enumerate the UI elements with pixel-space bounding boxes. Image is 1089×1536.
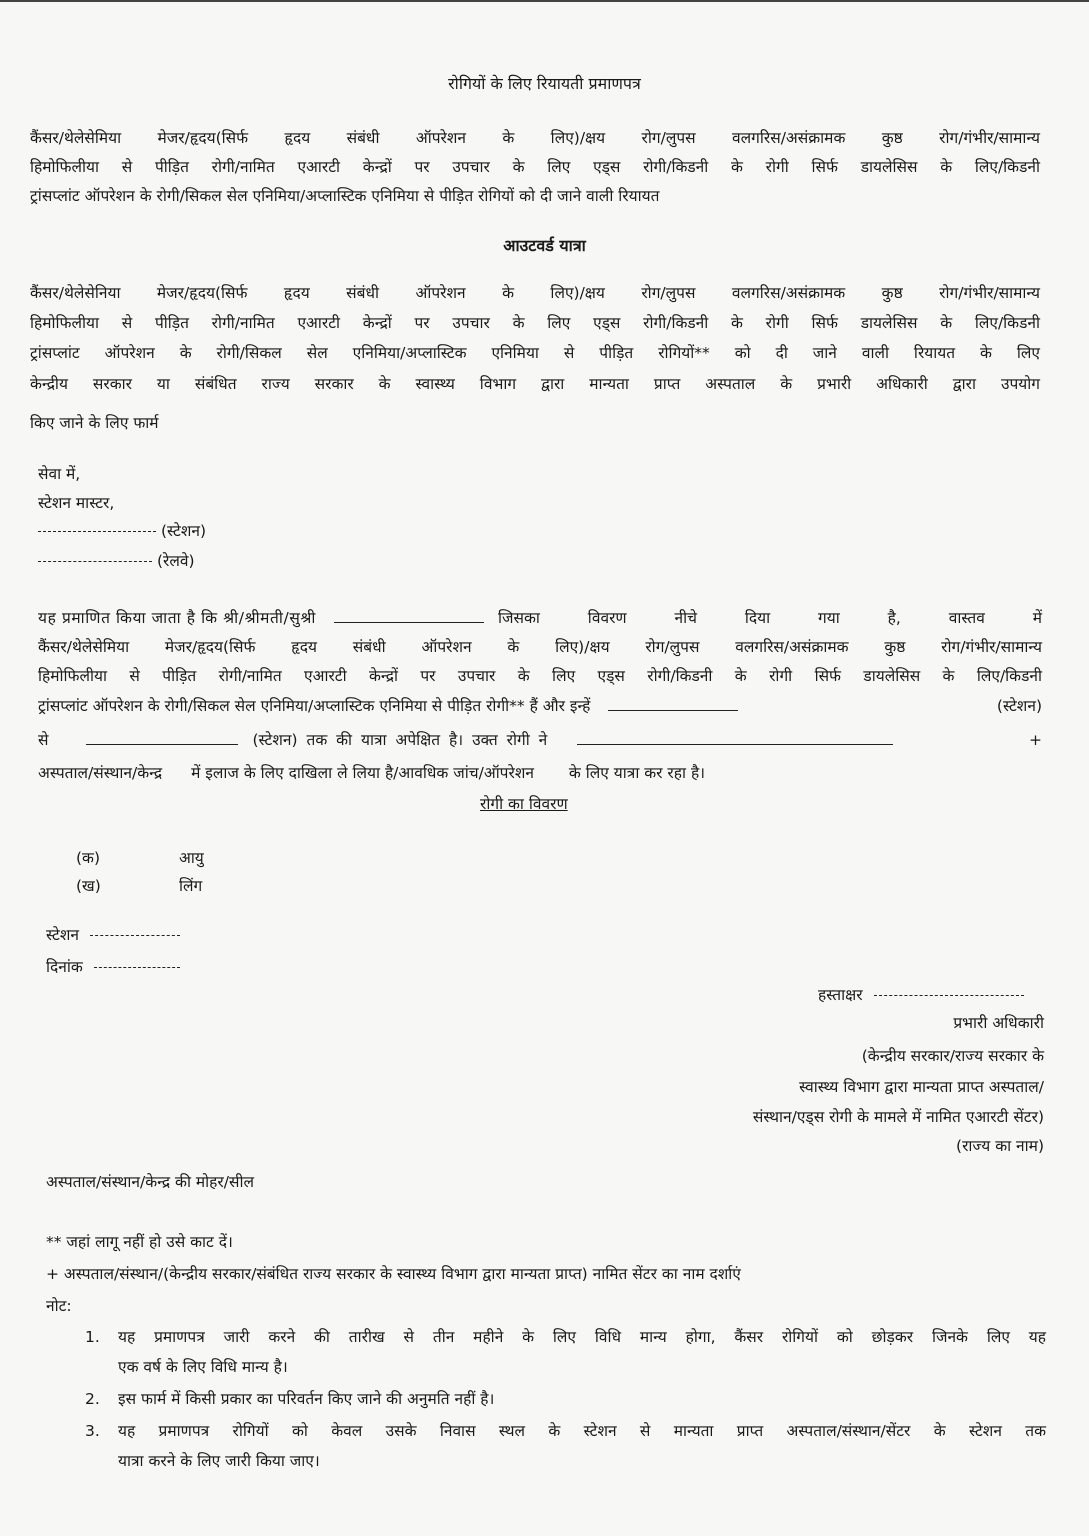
body-line-3: हिमोफिलीया से पीड़ित रोगी/नामित एआरटी केन्द्रों पर उपचार के लिए एड्स रोगी/किडनी के रोगी सिर्फ डायलेसिस के लिए/किडनी — [38, 667, 1042, 685]
body-line-5a: से — [38, 731, 49, 749]
footnote-1: ** जहां लागू नहीं हो उसे काट दें। — [46, 1233, 233, 1251]
patient-name-blank — [334, 622, 484, 623]
note-1-line-1: यह प्रमाणपत्र जारी करने की तारीख से तीन महीने के लिए विधि मान्य होगा, कैंसर रोगियों को छोड़कर जिनके लिए यह — [118, 1328, 1046, 1346]
address-station-row — [38, 521, 206, 541]
gender-label: लिंग — [178, 877, 203, 895]
age-label: आयु — [178, 849, 204, 867]
body-line-6 — [38, 763, 705, 783]
body-line-4b: (स्टेशन) — [996, 697, 1042, 715]
gender-marker: (ख) — [76, 877, 101, 895]
note-1-line-2: एक वर्ष के लिए विधि मान्य है। — [118, 1358, 288, 1376]
outward-line-2: हिमोफिलीया से पीड़ित रोगी/नामित एआरटी केन्द्रों पर उपचार के लिए एड्स रोगी/किडनी के रोगी सिर्फ डायलेसिस के लिए/किडनी — [30, 314, 1040, 332]
hospital-blank — [577, 744, 893, 745]
outward-heading: आउटवर्ड यात्रा — [503, 236, 586, 255]
body-line-6c: के लिए यात्रा कर रहा है। — [568, 764, 706, 782]
patient-detail-age — [76, 848, 204, 868]
body-line-5 — [38, 730, 1042, 750]
outward-line-3: ट्रांसप्लांट ऑपरेशन के रोगी/सिकल सेल एनिमिया/अप्लास्टिक एनिमिया से पीड़ित रोगियों** को दी जाने वाली रियायत के लिए — [30, 344, 1040, 362]
body-line-5b: (स्टेशन) तक की यात्रा अपेक्षित है। उक्त रोगी ने — [252, 731, 548, 749]
station-label-bottom: स्टेशन — [46, 926, 79, 944]
page-title: रोगियों के लिए रियायती प्रमाणपत्र — [448, 74, 641, 93]
officer-title: प्रभारी अधिकारी — [953, 1014, 1044, 1032]
body-line-5c: + — [1029, 731, 1042, 749]
note-2-line-1: इस फार्म में किसी प्रकार का परिवर्तन किए जाने की अनुमति नहीं है। — [118, 1390, 495, 1408]
note-3-num: 3. — [85, 1422, 100, 1440]
body-line-2: कैंसर/थेलेसेमिया मेजर/हृदय(सिर्फ हृदय संबंधी ऑपरेशन के लिए)/क्षय रोग/लुपस वलगरिस/असंक्रामक कुष्ठ रोग/गंभीर/सामान्य — [38, 638, 1042, 656]
officer-line-2: स्वास्थ्य विभाग द्वारा मान्यता प्राप्त अस्पताल/ — [799, 1078, 1044, 1096]
station-blank-bottom — [90, 935, 180, 936]
officer-line-4: (राज्य का नाम) — [956, 1137, 1044, 1155]
outward-line-5: किए जाने के लिए फार्म — [30, 414, 159, 432]
date-row — [46, 957, 180, 977]
railway-label: (रेलवे) — [156, 552, 195, 570]
footnote-2: + अस्पताल/संस्थान/(केन्द्रीय सरकार/संबंधित राज्य सरकार के स्वास्थ्य विभाग द्वारा मान्यता प्राप्त) नामित सेंटर का नाम दर्शाएं — [46, 1265, 741, 1283]
railway-blank — [38, 561, 152, 562]
address-to: सेवा में, — [38, 465, 81, 483]
outward-line-4: केन्द्रीय सरकार या संबंधित राज्य सरकार के स्वास्थ्य विभाग द्वारा मान्यता प्राप्त अस्पताल के प्रभारी अधिकारी द्वारा उपयोग — [30, 375, 1040, 393]
seal-label: अस्पताल/संस्थान/केन्द्र की मोहर/सील — [46, 1173, 254, 1191]
body-line-1b: जिसका विवरण नीचे दिया गया है, वास्तव में — [498, 609, 1042, 627]
origin-station-blank — [86, 744, 238, 745]
age-marker: (क) — [76, 849, 100, 867]
outward-line-1: कैंसर/थेलेसेनिया मेजर/हृदय(सिर्फ हृदय संबंधी ऑपरेशन के लिए)/क्षय रोग/लुपस वलगरिस/असंक्रामक कुष्ठ रोग/गंभीर/सामान्य — [30, 284, 1040, 302]
station-blank — [38, 531, 156, 532]
officer-line-1: (केन्द्रीय सरकार/राज्य सरकार के — [861, 1047, 1044, 1065]
station-row — [46, 925, 180, 945]
note-3-line-2: यात्रा करने के लिए जारी किया जाए। — [118, 1452, 320, 1470]
note-3-line-1: यह प्रमाणपत्र रोगियों को केवल उसके निवास स्थल के स्टेशन से मान्यता प्राप्त अस्पताल/संस्थान/सेंटर के स्टेशन तक — [118, 1422, 1046, 1440]
note-1-num: 1. — [85, 1328, 100, 1346]
patient-detail-gender — [76, 876, 202, 896]
body-line-6a: अस्पताल/संस्थान/केन्द्र — [38, 764, 163, 782]
date-blank — [94, 967, 180, 968]
patient-details-heading: रोगी का विवरण — [480, 795, 568, 813]
date-label: दिनांक — [46, 958, 83, 976]
destination-station-blank — [608, 710, 738, 711]
intro-line-1: कैंसर/थेलेसेमिया मेजर/हृदय(सिर्फ हृदय संबंधी ऑपरेशन के लिए)/क्षय रोग/लुपस वलगरिस/असंक्रामक कुष्ठ रोग/गंभीर/सामान्य — [30, 129, 1040, 147]
body-line-4 — [38, 696, 1042, 716]
body-line-1a: यह प्रमाणित किया जाता है कि श्री/श्रीमती/सुश्री — [38, 609, 316, 627]
note-2-num: 2. — [85, 1390, 100, 1408]
signature-label: हस्ताक्षर — [818, 986, 863, 1004]
signature-row — [818, 985, 1024, 1005]
address-railway-row — [38, 551, 195, 571]
body-line-6b: में इलाज के लिए दाखिला ले लिया है/आवधिक जांच/ऑपरेशन — [191, 764, 534, 782]
body-line-1 — [38, 608, 1042, 628]
body-line-4a: ट्रांसप्लांट ऑपरेशन के रोगी/सिकल सेल एनिमिया/अप्लास्टिक एनिमिया से पीड़ित रोगी** हैं और इन्हें — [38, 697, 591, 715]
intro-line-3: ट्रांसप्लांट ऑपरेशन के रोगी/सिकल सेल एनिमिया/अप्लास्टिक एनिमिया से पीड़ित रोगियों को दी जाने वाली रियायत — [30, 187, 660, 205]
intro-line-2: हिमोफिलीया से पीड़ित रोगी/नामित एआरटी केन्द्रों पर उपचार के लिए एड्स रोगी/किडनी के रोगी सिर्फ डायलेसिस के लिए/किडनी — [30, 158, 1040, 176]
station-label: (स्टेशन) — [160, 522, 207, 540]
signature-blank — [874, 995, 1024, 996]
address-station-master: स्टेशन मास्टर, — [38, 494, 115, 512]
note-label: नोट: — [46, 1297, 72, 1315]
officer-line-3: संस्थान/एड्स रोगी के मामले में नामित एआरटी सेंटर) — [752, 1108, 1044, 1126]
